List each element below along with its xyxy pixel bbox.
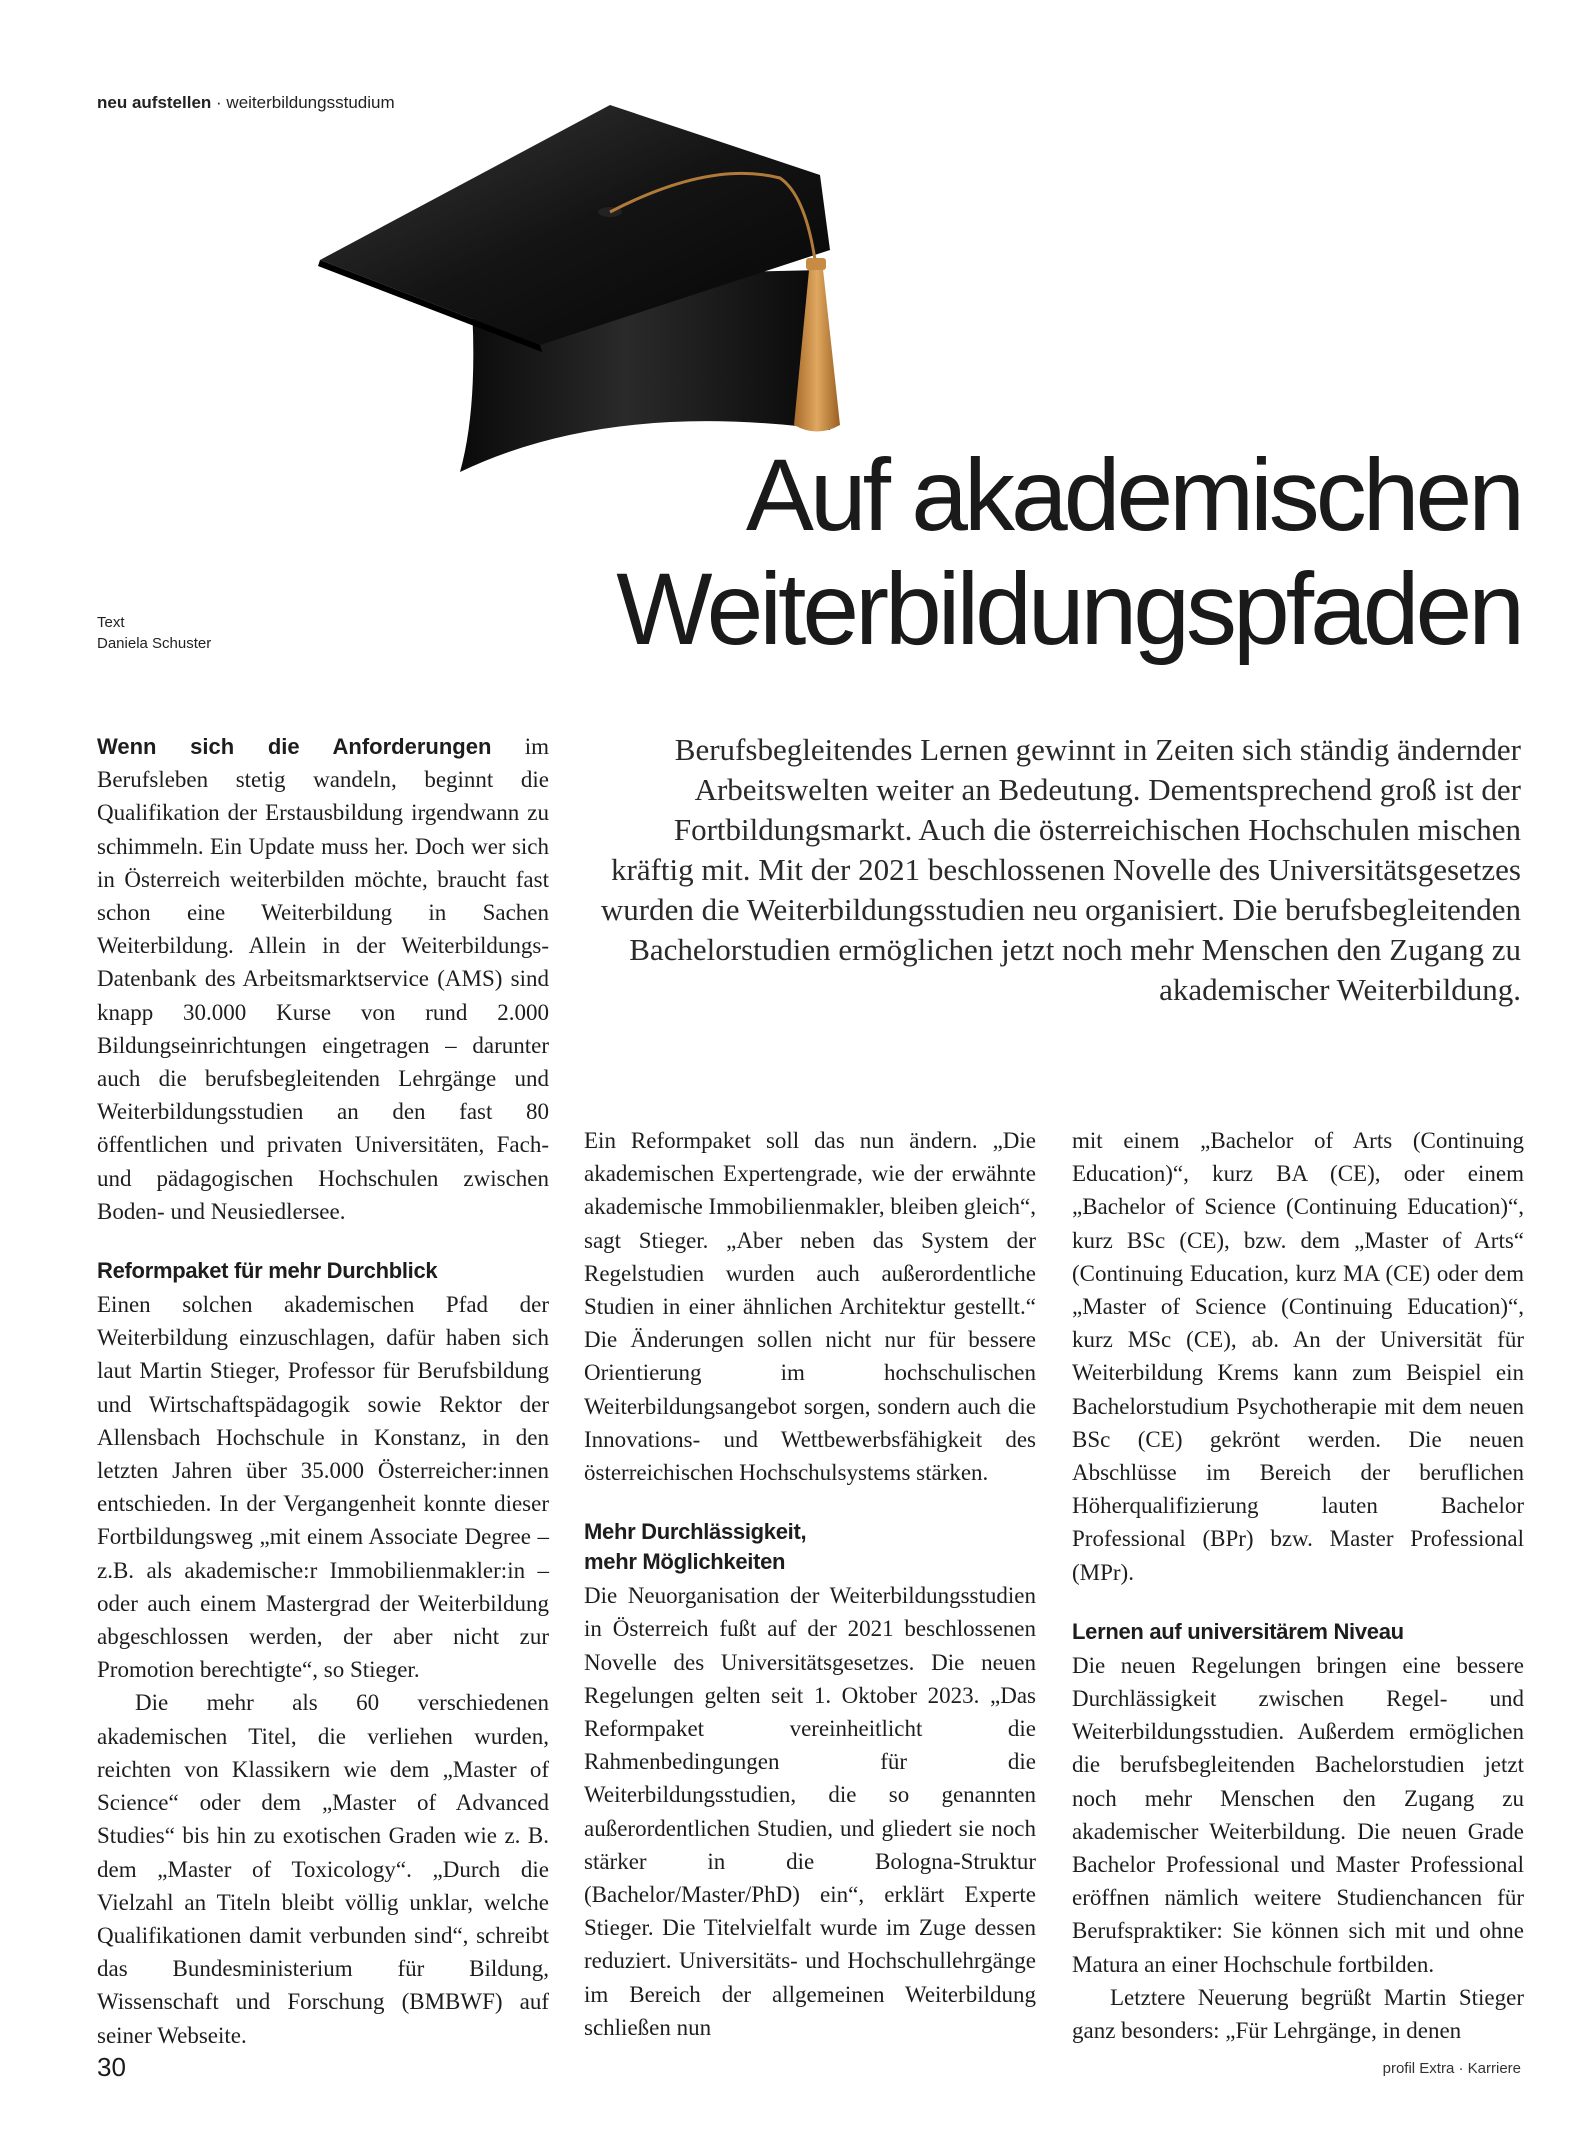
header-section: neu aufstellen xyxy=(97,93,212,112)
subheading-lernen: Lernen auf universitärem Niveau xyxy=(1072,1618,1404,1644)
lead-paragraph: Berufsbegleitendes Lernen gewinnt in Zeiten sich ständig ändernder Arbeitswelten weiter an Bedeutung. Dementsprechend groß ist der Fortbildungsmarkt. Auch die österreichischen Hochschulen mischen kräftig mit. Mit der 2021 beschlossenen Novelle des Universitätsgesetzes wurden die Weiterbildungsstudien neu organisiert. Die berufsbegleitenden Bachelorstudien ermöglichen jetzt noch mehr Menschen den Zugang zu akademischer Weiterbildung. xyxy=(600,732,1521,1007)
subheading-line-2: mehr Möglichkeiten xyxy=(584,1549,786,1575)
headline-line-2: Weiterbildungspfaden xyxy=(616,552,1521,666)
subheading-line-1: Mehr Durchlässigkeit, xyxy=(584,1519,807,1545)
intro-lead-in: Wenn sich die Anforderungen xyxy=(97,734,492,759)
body-paragraph: Einen solchen akademischen Pfad der Weiterbildung einzuschlagen, dafür haben sich laut Martin Stieger, Professor für Berufsbildung und Wirtschaftspädagogik sowie Rektor der Allensbach Hochschule in Konstanz, in den letzten Jahren über 35.000 Österreicher:innen entschieden. In der Vergangenheit konnte dieser Fortbildungsweg „mit einem Associate Degree – z.B. als akademische:r Immobilienmakler:in – oder auch einem Mastergrad der Weiterbildung abgeschlossen werden, der aber nicht zur Promotion berechtigte“, so Stieger. xyxy=(97,1292,549,1683)
body-paragraph: Die neuen Regelungen bringen eine bessere Durchlässigkeit zwischen Regel- und Weiterbildungsstudien. Außerdem ermöglichen die berufsbegleitenden Bachelorstudien jetzt noch mehr Menschen den Zugang zu akademischer Weiterbildung. Die neuen Grade Bachelor Professional und Master Professional eröffnen nämlich weitere Studienchancen für Berufspraktiker: Sie können sich mit und ohne Matura an einer Hochschule fortbilden. xyxy=(1072,1652,1524,1977)
header-separator: · xyxy=(211,93,227,112)
intro-paragraph xyxy=(97,730,549,1228)
credit-label: Text xyxy=(97,614,125,631)
page-number: 30 xyxy=(97,2052,126,2082)
intro-text: im Berufsleben stetig wandeln, beginnt die Qualifikation der Erstausbildung irgendwann zu schimmeln. Ein Update muss her. Doch wer sich in Österreich weiterbilden möchte, braucht fast schon eine Weiterbildung in Sachen Weiterbildung. Allein in der Weiterbildungs-Datenbank des Arbeitsmarktservice (AMS) sind knapp 30.000 Kurse von rund 2.000 Bildungseinrichtungen eingetragen – darunter auch die berufsbegleitenden Lehrgänge und Weiterbildungsstudien an den fast 80 öffentlichen und privaten Universitäten, Fach- und pädagogischen Hochschulen zwischen Boden- und Neusiedlersee. xyxy=(97,734,550,1224)
subheading-reformpaket: Reformpaket für mehr Durchblick xyxy=(97,1258,438,1284)
header-topic: weiterbildungsstudium xyxy=(226,93,395,112)
article-column-2 xyxy=(584,1124,1036,2044)
body-paragraph: Die Neuorganisation der Weiterbildungsstudien in Österreich fußt auf der 2021 beschlossenen Novelle des Universitätsgesetzes. Die neuen Regelungen gelten seit 1. Oktober 2023. „Das Reformpaket vereinheitlicht die Rahmenbedingungen für die Weiterbildungsstudien, die so genannten außerordentlichen Studien, und gliedert sie noch stärker in die Bologna-Struktur (Bachelor/Master/PhD) ein“, erklärt Experte Stieger. Die Titelvielfalt wurde im Zuge dessen reduziert. Universitäts- und Hochschullehrgänge im Bereich der allgemeinen Weiterbildung schließen nun xyxy=(584,1583,1036,2040)
body-paragraph: Ein Reformpaket soll das nun ändern. „Die akademischen Expertengrade, wie der erwähnte akademische Immobilienmakler, bleiben gleich“, sagt Stieger. „Aber neben das System der Regelstudien wurden auch außerordentliche Studien in einer ähnlichen Architektur gestellt.“ Die Änderungen sollen nicht nur für bessere Orientierung im hochschulischen Weiterbildungsangebot sorgen, sondern auch die Innovations- und Wettbewerbsfähigkeit des österreichischen Hochschulsystems stärken. xyxy=(584,1128,1036,1486)
headline-line-1: Auf akademischen xyxy=(745,438,1521,552)
body-paragraph: mit einem „Bachelor of Arts (Continuing Education)“, kurz BA (CE), oder einem „Bachelor of Science (Continuing Education)“, kurz BSc (CE), bzw. dem „Master of Arts“ (Continuing Education, kurz MA (CE) oder dem „Master of Science (Continuing Education)“, kurz MSc (CE), ab. An der Universität für Weiterbildung Krems kann zum Beispiel ein Bachelorstudium Psychotherapie mit dem neuen BSc (CE) gekrönt werden. Die neuen Abschlüsse im Bereich der beruflichen Höherqualifizierung lauten Bachelor Professional (BPr) bzw. Master Professional (MPr). xyxy=(1072,1128,1524,1585)
body-paragraph: Letztere Neuerung begrüßt Martin Stieger ganz besonders: „Für Lehrgänge, in denen xyxy=(1072,1984,1524,2044)
author-credit xyxy=(97,612,211,654)
headline xyxy=(616,438,1521,666)
subheading-durchlaessigkeit xyxy=(584,1517,1036,1577)
publication-footer: profil Extra · Karriere xyxy=(1382,2060,1521,2077)
body-paragraph: Die mehr als 60 verschiedenen akademischen Titel, die verliehen wurden, reichten von Klassikern wie dem „Master of Science“ oder dem „Master of Advanced Studies“ bis hin zu exotischen Graden wie z. B. dem „Master of Toxicology“. „Durch die Vielzahl an Titeln bleibt völlig unklar, welche Qualifikationen damit verbunden sind“, schreibt das Bundesministerium für Bildung, Wissenschaft und Forschung (BMBWF) auf seiner Webseite. xyxy=(97,1690,549,2048)
credit-author: Daniela Schuster xyxy=(97,635,212,652)
article-column-1 xyxy=(97,730,549,2052)
article-column-3 xyxy=(1072,1124,1524,2047)
